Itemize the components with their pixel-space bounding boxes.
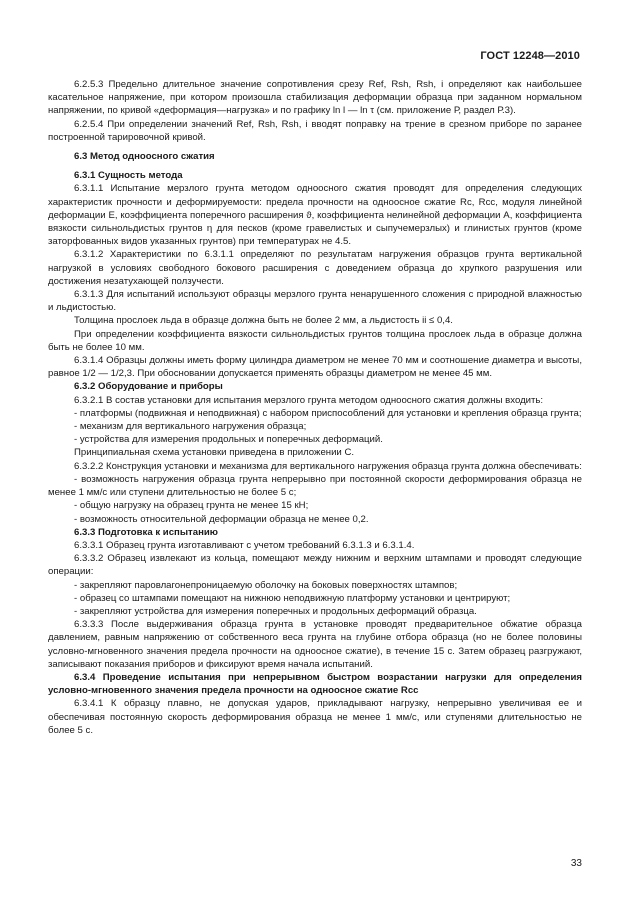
- list-item-deformation: - возможность относительной деформации образца не менее 0,2.: [74, 513, 369, 525]
- paragraph-6-3-1-4: 6.3.1.4 Образцы должны иметь форму цилиндра диаметром не менее 70 мм и соотношение диаметра и высоты, равное 1/2 — 1/2,3. При обосновании допускается применять образцы диаметром не менее 45 мм.: [48, 355, 582, 380]
- paragraph-6-3-4-1: 6.3.4.1 К образцу плавно, не допуская ударов, прикладывают нагрузку, непрерывно увеличивая ее и обеспечивая постоянную скорость деформирования образца не менее 1 мм/с, или ступенями длительностью не более 5 с.: [48, 698, 582, 736]
- paragraph-6-3-3-3: 6.3.3.3 После выдерживания образца грунта в установке проводят предварительное обжатие образца давлением, равным напряжению от собственного веса грунта на глубине отбора образца (но не более половины условно-мгновенного значения предела прочности на одноосное сжатие), в течение 15 с. Затем образец разгружают, записывают показания приборов и фиксируют время начала испытаний.: [48, 619, 582, 670]
- list-item-devices: - устройства для измерения продольных и поперечных деформаций.: [74, 434, 383, 446]
- paragraph-6-2-5-3: 6.2.5.3 Предельно длительное значение сопротивления срезу Ref, Rsh, Rsh, i определяют как наибольшее касательное напряжение, при котором произошла стабилизация деформации образца при заданном нормальном напряжении, по кривой «деформация—нагрузка» и по графику ln l — ln τ (см. приложение Р, раздел Р.3).: [48, 79, 582, 117]
- paragraph-ice-thickness: Толщина прослоек льда в образце должна быть не более 2 мм, а льдистость ii ≤ 0,4.: [74, 315, 453, 327]
- paragraph-6-3-3-1: 6.3.3.1 Образец грунта изготавливают с учетом требований 6.3.1.3 и 6.3.1.4.: [74, 539, 415, 551]
- list-item-centering: - образец со штампами помещают на нижнюю неподвижную платформу установки и центрируют;: [74, 592, 511, 604]
- section-heading-6-3: 6.3 Метод одноосного сжатия: [74, 151, 215, 163]
- paragraph-6-2-5-4: 6.2.5.4 При определении значений Ref, Rsh, Rsh, i вводят поправку на трение в срезном приборе по заранее построенной тарировочной кривой.: [48, 118, 582, 143]
- subsection-heading-6-3-3: 6.3.3 Подготовка к испытанию: [74, 526, 218, 538]
- list-item-total-load: - общую нагрузку на образец грунта не менее 15 кН;: [74, 500, 309, 512]
- list-item-mechanism: - механизм для вертикального нагружения образца;: [74, 421, 307, 433]
- subsection-heading-6-3-1: 6.3.1 Сущность метода: [74, 170, 183, 182]
- paragraph-6-3-3-2: 6.3.3.2 Образец извлекают из кольца, помещают между нижним и верхним штампами и проводят следующие операции:: [48, 553, 582, 578]
- list-item-measuring: - закрепляют устройства для измерения поперечных и продольных деформаций образца.: [74, 605, 477, 617]
- paragraph-6-3-1-2: 6.3.1.2 Характеристики по 6.3.1.1 определяют по результатам нагружения образцов грунта вертикальной нагрузкой в условиях свободного бокового расширения с доведением образца до хрупкого разрушения или достижения незатухающей ползучести.: [48, 249, 582, 287]
- paragraph-schema: Принципиальная схема установки приведена в приложении С.: [74, 447, 355, 459]
- subsection-heading-6-3-4: 6.3.4 Проведение испытания при непрерывном быстром возрастании нагрузки для определения условно-мгновенного значения предела прочности на одноосное сжатие Rcc: [48, 671, 582, 697]
- paragraph-6-3-2-1: 6.3.2.1 В состав установки для испытания мерзлого грунта методом одноосного сжатия должны входить:: [74, 394, 544, 406]
- document-body: [48, 78, 582, 737]
- paragraph-6-3-1-1: 6.3.1.1 Испытание мерзлого грунта методом одноосного сжатия проводят для определения следующих характеристик прочности и деформируемости: предела прочности на одноосное сжатие Rc, Rcc, модуля линейной деформации E, коэффициента поперечного расширения ϑ, коэффициента нелинейной деформации A, коэффициента вязкости сильнольдистых грунтов η для песков (кроме гравелистых и сыпучемерзлых) и глинистых грунтов (кроме заторфованных видов указанных грунтов) при температурах не 4.5.: [48, 183, 582, 248]
- paragraph-viscosity-note: При определении коэффициента вязкости сильнольдистых грунтов толщина прослоек льда в образце должна быть не более 10 мм.: [48, 328, 582, 353]
- list-item-platforms: - платформы (подвижная и неподвижная) с набором приспособлений для установки и крепления образца грунта;: [74, 407, 582, 419]
- subsection-heading-6-3-2: 6.3.2 Оборудование и приборы: [74, 381, 223, 393]
- list-item-shell: - закрепляют паровлагонепроницаемую оболочку на боковых поверхностях штампов;: [74, 579, 458, 591]
- paragraph-6-3-2-2: 6.3.2.2 Конструкция установки и механизма для вертикального нагружения образца грунта должна обеспечивать:: [74, 460, 582, 472]
- paragraph-6-3-1-3: 6.3.1.3 Для испытаний используют образцы мерзлого грунта ненарушенного сложения с природной влажностью и льдистостью.: [48, 289, 582, 314]
- page-number: 33: [570, 858, 582, 869]
- document-header: ГОСТ 12248—2010: [480, 50, 580, 62]
- list-item-loading: - возможность нагружения образца грунта непрерывно при постоянной скорости деформирования образца не менее 1 мм/с или ступени длительностью не более 5 с;: [48, 473, 582, 499]
